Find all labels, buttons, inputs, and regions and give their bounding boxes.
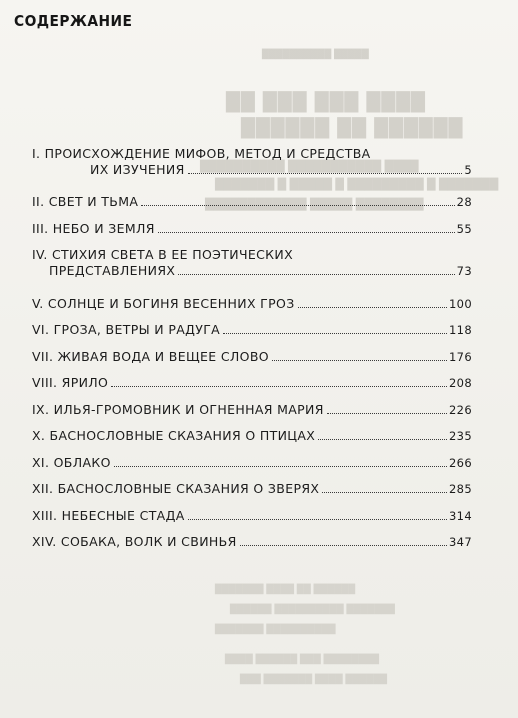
toc-page-number: 285 bbox=[449, 482, 472, 496]
bleed-through-line: ██████████ ███████ bbox=[215, 625, 336, 635]
toc-entry-title: II. СВЕТ И ТЬМА bbox=[32, 194, 139, 209]
toc-page-number: 28 bbox=[456, 195, 472, 209]
toc-page-number: 176 bbox=[449, 350, 472, 364]
toc-entry-title: XI. ОБЛАКО bbox=[32, 455, 111, 470]
dot-leader bbox=[141, 204, 454, 206]
toc-entry-8[interactable] bbox=[32, 375, 472, 391]
dot-leader bbox=[318, 438, 447, 440]
toc-page-number: 314 bbox=[449, 509, 472, 523]
toc-entry-2[interactable] bbox=[32, 194, 472, 210]
dot-leader bbox=[188, 518, 447, 520]
toc-entry-title: ИХ ИЗУЧЕНИЯ bbox=[90, 162, 185, 177]
bleed-through-line: ██████ ████ ███████ ███ bbox=[240, 675, 388, 685]
dot-leader bbox=[240, 544, 447, 546]
toc-page-number: 347 bbox=[449, 535, 472, 549]
toc-entry-title: XIV. СОБАКА, ВОЛК И СВИНЬЯ bbox=[32, 534, 237, 549]
toc-entry-1[interactable] bbox=[32, 146, 472, 178]
toc-page-number: 73 bbox=[456, 264, 472, 278]
toc-entry-title: V. СОЛНЦЕ И БОГИНЯ ВЕСЕННИХ ГРОЗ bbox=[32, 296, 295, 311]
toc-entry-title: VI. ГРОЗА, ВЕТРЫ И РАДУГА bbox=[32, 322, 221, 337]
bleed-through-line: ██████ ██ ██████ bbox=[240, 118, 463, 139]
bleed-through-line: ██████ ██ ████ ███████ bbox=[215, 585, 356, 595]
toc-entry-4[interactable] bbox=[32, 247, 472, 279]
toc-page-number: 118 bbox=[449, 323, 472, 337]
dot-leader bbox=[114, 465, 447, 467]
bleed-through-line: ████████ █████ ████████████ bbox=[205, 198, 424, 211]
toc-entry-title: III. НЕБО И ЗЕМЛЯ bbox=[32, 221, 155, 236]
toc-entry-7[interactable] bbox=[32, 349, 472, 365]
dot-leader bbox=[178, 273, 454, 275]
dot-leader bbox=[327, 412, 447, 414]
toc-entry-14[interactable] bbox=[32, 534, 472, 550]
toc-entry-title-line1: IV. СТИХИЯ СВЕТА В ЕЕ ПОЭТИЧЕСКИХ bbox=[32, 247, 294, 262]
toc-entry-title: VIII. ЯРИЛО bbox=[32, 375, 109, 390]
toc-entry-12[interactable] bbox=[32, 481, 472, 497]
toc-entry-10[interactable] bbox=[32, 428, 472, 444]
toc-entry-title: X. БАСНОСЛОВНЫЕ СКАЗАНИЯ О ПТИЦАХ bbox=[32, 428, 316, 443]
toc-page-number: 100 bbox=[449, 297, 472, 311]
dot-leader bbox=[188, 172, 463, 174]
bleed-through-line: ████ ███ ███ ██ bbox=[225, 92, 425, 113]
bleed-through-line: ███████ █ █████████ █ █████ █ ███████ bbox=[215, 178, 499, 191]
toc-entry-title: IX. ИЛЬЯ-ГРОМОВНИК И ОГНЕННАЯ МАРИЯ bbox=[32, 402, 324, 417]
toc-page-number: 235 bbox=[449, 429, 472, 443]
dot-leader bbox=[111, 385, 447, 387]
toc-page-number: 5 bbox=[464, 163, 472, 177]
page-heading: СОДЕРЖАНИЕ bbox=[14, 12, 133, 30]
toc-page-number: 266 bbox=[449, 456, 472, 470]
toc-entry-6[interactable] bbox=[32, 322, 472, 338]
toc-entry-9[interactable] bbox=[32, 402, 472, 418]
dot-leader bbox=[272, 359, 447, 361]
bleed-through-line: ████ ███████████ ██████████ bbox=[200, 160, 419, 173]
toc-page-number: 208 bbox=[449, 376, 472, 390]
toc-entry-title-line1: I. ПРОИСХОЖДЕНИЕ МИФОВ, МЕТОД И СРЕДСТВА bbox=[32, 146, 371, 161]
dot-leader bbox=[298, 306, 447, 308]
bleed-through-line: █████ ██████████ bbox=[262, 50, 369, 60]
toc-entry-11[interactable] bbox=[32, 455, 472, 471]
bleed-through-line: ████████ ███ ██████ ████ bbox=[225, 655, 379, 665]
toc-entry-title: XII. БАСНОСЛОВНЫЕ СКАЗАНИЯ О ЗВЕРЯХ bbox=[32, 481, 320, 496]
dot-leader bbox=[223, 332, 447, 334]
toc-entry-5[interactable] bbox=[32, 296, 472, 312]
toc-entry-title: XIII. НЕБЕСНЫЕ СТАДА bbox=[32, 508, 185, 523]
toc-page-number: 55 bbox=[456, 222, 472, 236]
toc-entry-title: ПРЕДСТАВЛЕНИЯХ bbox=[49, 263, 176, 278]
dot-leader bbox=[322, 491, 447, 493]
bleed-through-line: ███████ ██████████ ██████ bbox=[230, 605, 395, 615]
dot-leader bbox=[158, 231, 455, 233]
toc-page-number: 226 bbox=[449, 403, 472, 417]
toc-entry-title: VII. ЖИВАЯ ВОДА И ВЕЩЕЕ СЛОВО bbox=[32, 349, 269, 364]
toc-entry-3[interactable] bbox=[32, 221, 472, 237]
toc-entry-13[interactable] bbox=[32, 508, 472, 524]
